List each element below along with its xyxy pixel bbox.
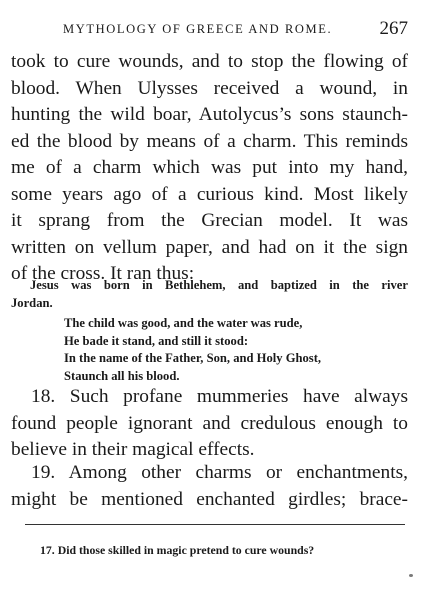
paper-speck — [409, 574, 413, 577]
text-line: some years ago of a curious kind. Most likely — [11, 183, 408, 205]
charm-intro-line: Jesus was born in Bethlehem, and baptized in the river — [30, 278, 408, 292]
text-line: hunting the wild boar, Autolycus’s sons staunch- — [11, 104, 408, 125]
footnote: 17. Did those skilled in magic pretend to cure wounds? — [40, 543, 315, 557]
text-line: might be mentioned enchanted girdles; brace- — [11, 488, 408, 510]
text-line: ed the blood by means of a charm. This reminds — [11, 130, 408, 152]
text-line: 18. Such profane mummeries have always — [31, 386, 408, 407]
paragraph-19 — [11, 460, 408, 513]
charm-intro — [11, 276, 408, 312]
charm-verse — [64, 315, 321, 385]
verse-line: He bade it stand, and still it stood: — [64, 333, 249, 348]
text-line: of the cross. It ran thus: — [11, 263, 195, 284]
text-line: took to cure wounds, and to stop the flowing of — [11, 51, 408, 72]
charm-intro-line: Jordan. — [11, 296, 53, 310]
text-line: me of a charm which was put into my hand, — [11, 157, 408, 178]
text-line: it sprang from the Grecian model. It was — [11, 210, 408, 231]
page-number: 267 — [379, 18, 408, 39]
page-header — [63, 18, 408, 42]
text-line: 19. Among other charms or enchantments, — [31, 462, 408, 483]
paragraph-18 — [11, 384, 408, 464]
text-line: written on vellum paper, and had on it the sign — [11, 236, 408, 258]
verse-line: Staunch all his blood. — [64, 368, 180, 383]
text-line: found people ignorant and credulous enough to — [11, 412, 408, 434]
text-line: believe in their magical effects. — [11, 439, 255, 460]
running-title: MYTHOLOGY OF GREECE AND ROME. — [63, 22, 333, 36]
paragraph-continued — [11, 49, 408, 288]
text-line: blood. When Ulysses received a wound, in — [11, 77, 408, 99]
verse-line: The child was good, and the water was rude, — [64, 316, 303, 330]
verse-line: In the name of the Father, Son, and Holy Ghost, — [64, 351, 322, 366]
footnote-rule — [25, 524, 405, 525]
